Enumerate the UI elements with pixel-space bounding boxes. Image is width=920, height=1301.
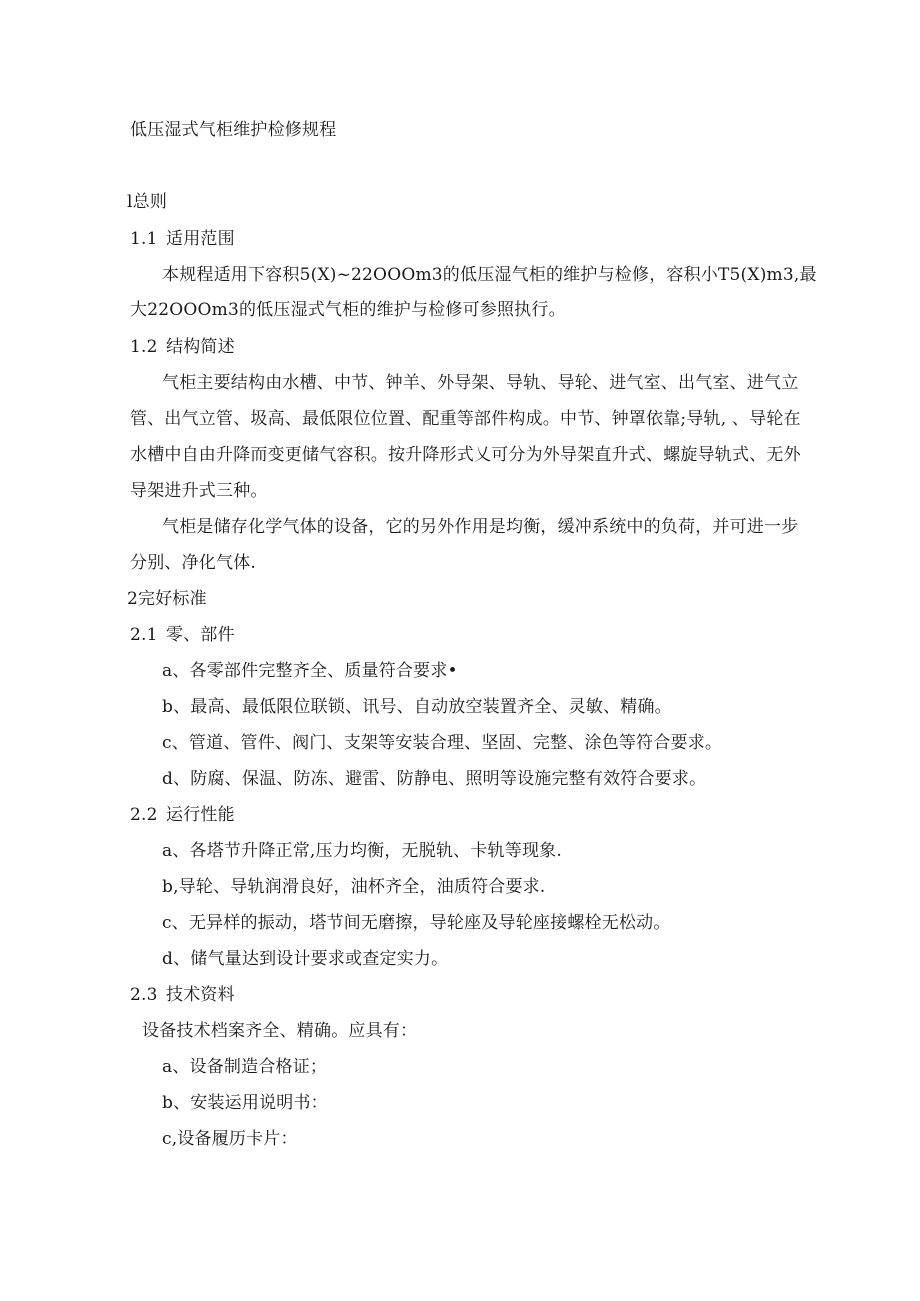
section-number: 1.2 xyxy=(130,337,158,357)
section-2-2-heading xyxy=(130,804,235,826)
list-item: b、最高、最低限位联锁、讯号、自动放空装置齐全、灵敏、精确。 xyxy=(162,697,672,717)
list-item: b,导轮、导轨润滑良好，油杯齐全，油质符合要求. xyxy=(162,877,546,897)
list-item: c,设备履历卡片： xyxy=(162,1129,298,1149)
section-title: 零、部件 xyxy=(166,625,235,645)
section-title: 技术资料 xyxy=(166,985,235,1005)
section-1-1-heading xyxy=(130,228,235,250)
section-2-3-heading xyxy=(130,984,235,1006)
list-item: a、各零部件完整齐全、质量符合要求• xyxy=(162,661,458,681)
section-2-heading: 2完好标准 xyxy=(127,589,207,609)
section-number: 2.1 xyxy=(130,625,158,645)
list-item: d、储气量达到设计要求或查定实力。 xyxy=(162,949,449,969)
paragraph-line: 气柜是储存化学气体的设备，它的另外作用是均衡，缓冲系统中的负荷，并可进一步 xyxy=(162,517,799,537)
section-1-2-heading xyxy=(130,336,235,358)
section-title: 运行性能 xyxy=(166,805,235,825)
section-title: 适用范围 xyxy=(166,229,235,249)
list-item: c、无异样的振动，塔节间无磨擦，导轮座及导轮座接螺栓无松动。 xyxy=(162,913,671,933)
paragraph-line: 本规程适用下容积5(X)~22OOOm3的低压湿气柜的维护与检修，容积小T5(X)m3,最 xyxy=(162,265,817,285)
list-item: a、各塔节升降正常,压力均衡，无脱轨、卡轨等现象. xyxy=(162,841,562,861)
list-item: c、管道、管件、阀门、支架等安装合理、坚固、完整、涂色等符合要求。 xyxy=(162,733,723,753)
paragraph-line: 管、出气立管、圾高、最低限位位置、配重等部件构成。中节、钟罩依靠;导轨, 、导轮在 xyxy=(130,409,801,429)
list-item: a、设备制造合格证； xyxy=(162,1057,328,1077)
paragraph-line: 大22OOOm3的低压湿式气柜的维护与检修可参照执行。 xyxy=(130,300,566,320)
paragraph-line: 水槽中自由升降而变更储气容积。按升降形式乂可分为外导架直升式、螺旋导轨式、无外 xyxy=(130,445,801,465)
section-number: 2.3 xyxy=(130,985,158,1005)
section-number: 2.2 xyxy=(130,805,158,825)
paragraph-line: 设备技术档案齐全、精确。应具有： xyxy=(142,1021,418,1041)
paragraph-line: 导架进升式三种。 xyxy=(130,481,268,501)
list-item: d、防腐、保温、防冻、避雷、防静电、照明等设施完整有效符合要求。 xyxy=(162,769,707,789)
paragraph-line: 分别、净化气体. xyxy=(130,553,257,573)
paragraph-line: 气柜主要结构由水槽、中节、钟羊、外导架、导轨、导轮、进气室、出气室、进气立 xyxy=(162,373,799,393)
section-1-heading: l总则 xyxy=(127,192,168,212)
document-title: 低压湿式气柜维护检修规程 xyxy=(130,120,337,140)
section-title: 结构简述 xyxy=(166,337,235,357)
list-item: b、安装运用说明书： xyxy=(162,1093,328,1113)
section-2-1-heading xyxy=(130,624,235,646)
section-number: 1.1 xyxy=(130,229,158,249)
